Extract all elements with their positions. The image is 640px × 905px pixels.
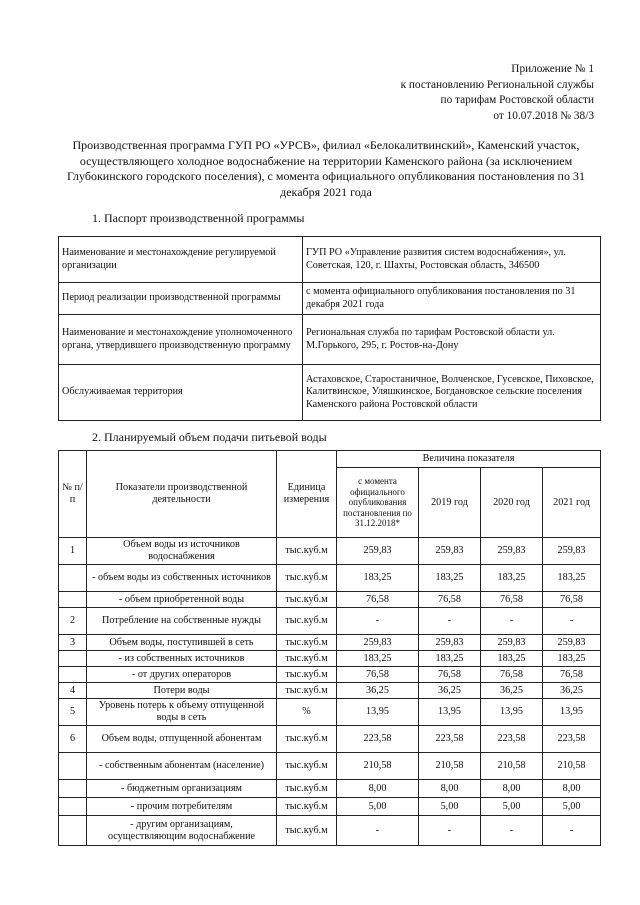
row-value-2019: - <box>419 608 481 635</box>
table-row <box>59 780 601 798</box>
row-value-period: 210,58 <box>337 753 419 780</box>
row-unit: тыс.куб.м <box>277 651 337 667</box>
table-row <box>59 538 601 565</box>
row-num: 5 <box>59 699 87 726</box>
table-row <box>59 816 601 846</box>
row-indicator: Объем воды из источников водоснабжения <box>87 538 277 565</box>
row-num <box>59 651 87 667</box>
table-row <box>59 699 601 726</box>
row-value-2020: - <box>481 816 543 846</box>
water-volume-table <box>58 450 601 846</box>
row-unit: тыс.куб.м <box>277 816 337 846</box>
row-value-2020: 76,58 <box>481 592 543 608</box>
row-value-2019: 223,58 <box>419 726 481 753</box>
section-heading-passport: 1. Паспорт производственной программы <box>92 211 305 225</box>
row-value-period: 183,25 <box>337 651 419 667</box>
row-num: 2 <box>59 608 87 635</box>
row-value-period: 259,83 <box>337 538 419 565</box>
row-value-2021: 223,58 <box>543 726 601 753</box>
appendix-line: к постановлению Региональной службы <box>400 78 594 91</box>
row-value-2020: 259,83 <box>481 538 543 565</box>
row-value-2019: 210,58 <box>419 753 481 780</box>
table-row <box>59 683 601 699</box>
row-value-2019: 183,25 <box>419 565 481 592</box>
row-num <box>59 780 87 798</box>
row-value-2021: - <box>543 608 601 635</box>
row-indicator: - бюджетным организациям <box>87 780 277 798</box>
row-indicator: Потери воды <box>87 683 277 699</box>
row-value-2020: 183,25 <box>481 651 543 667</box>
passport-row <box>59 283 601 315</box>
row-value-2020: - <box>481 608 543 635</box>
row-value-2019: 76,58 <box>419 592 481 608</box>
header-col-2019: 2019 год <box>419 468 481 538</box>
row-value-2020: 259,83 <box>481 635 543 651</box>
table-row <box>59 635 601 651</box>
row-value-2019: 259,83 <box>419 538 481 565</box>
table-row <box>59 726 601 753</box>
row-value-2021: 76,58 <box>543 592 601 608</box>
row-value-2019: 8,00 <box>419 780 481 798</box>
row-value-period: 5,00 <box>337 798 419 816</box>
row-num <box>59 592 87 608</box>
row-value-period: - <box>337 608 419 635</box>
row-value-period: 76,58 <box>337 667 419 683</box>
row-value-2021: 8,00 <box>543 780 601 798</box>
appendix-line: по тарифам Ростовской области <box>440 94 594 106</box>
row-unit: % <box>277 699 337 726</box>
row-num <box>59 565 87 592</box>
row-value-2019: 13,95 <box>419 699 481 726</box>
row-num: 1 <box>59 538 87 565</box>
row-value-2020: 13,95 <box>481 699 543 726</box>
row-unit: тыс.куб.м <box>277 726 337 753</box>
document-title: Производственная программа ГУП РО «УРСВ», филиал «Белокалитвинский», Каменский участок, осуществляющего холодное водоснабжение на территории Каменского района (за исключением Глубокинского городского поселения), с момента официального опубликования постановления по 31 декабря 2021 года <box>67 138 585 199</box>
header-num: № п/п <box>59 451 87 538</box>
appendix-line: от 10.07.2018 № 38/3 <box>493 109 594 122</box>
passport-label: Обслуживаемая территория <box>59 365 303 421</box>
header-value-group: Величина показателя <box>337 451 601 468</box>
header-unit: Единица измерения <box>277 451 337 538</box>
row-unit: тыс.куб.м <box>277 798 337 816</box>
table-row <box>59 798 601 816</box>
row-indicator: - из собственных источников <box>87 651 277 667</box>
passport-label: Наименование и местонахождение регулируемой организации <box>59 237 303 283</box>
row-value-2020: 223,58 <box>481 726 543 753</box>
passport-value: Региональная служба по тарифам Ростовской области ул. М.Горького, 295, г. Ростов-на-Дону <box>303 315 601 365</box>
row-value-2020: 8,00 <box>481 780 543 798</box>
row-indicator: - объем воды из собственных источников <box>87 565 277 592</box>
row-value-2020: 36,25 <box>481 683 543 699</box>
table-row <box>59 608 601 635</box>
row-value-period: 259,83 <box>337 635 419 651</box>
row-value-2019: 76,58 <box>419 667 481 683</box>
table-header-row <box>59 451 601 468</box>
header-col-2021: 2021 год <box>543 468 601 538</box>
row-value-period: - <box>337 816 419 846</box>
row-indicator: Объем воды, отпущенной абонентам <box>87 726 277 753</box>
row-indicator: - прочим потребителям <box>87 798 277 816</box>
table-row <box>59 592 601 608</box>
header-indicator: Показатели производственной деятельности <box>87 451 277 538</box>
passport-value: с момента официального опубликования постановления по 31 декабря 2021 года <box>303 283 601 315</box>
header-col-period: с момента официального опубликования постановления по 31.12.2018* <box>337 468 419 538</box>
header-col-2020: 2020 год <box>481 468 543 538</box>
row-value-2021: 183,25 <box>543 565 601 592</box>
row-value-2021: 13,95 <box>543 699 601 726</box>
table-row <box>59 565 601 592</box>
row-num <box>59 798 87 816</box>
row-value-2019: 5,00 <box>419 798 481 816</box>
row-indicator: - собственным абонентам (население) <box>87 753 277 780</box>
row-value-2020: 5,00 <box>481 798 543 816</box>
row-value-2019: 259,83 <box>419 635 481 651</box>
row-value-2021: 76,58 <box>543 667 601 683</box>
row-value-2020: 183,25 <box>481 565 543 592</box>
passport-label: Период реализации производственной программы <box>59 283 303 315</box>
passport-row <box>59 315 601 365</box>
row-value-2020: 210,58 <box>481 753 543 780</box>
row-unit: тыс.куб.м <box>277 780 337 798</box>
row-unit: тыс.куб.м <box>277 565 337 592</box>
row-num <box>59 667 87 683</box>
row-unit: тыс.куб.м <box>277 608 337 635</box>
row-unit: тыс.куб.м <box>277 592 337 608</box>
table-row <box>59 753 601 780</box>
row-value-period: 13,95 <box>337 699 419 726</box>
row-indicator: Объем воды, поступившей в сеть <box>87 635 277 651</box>
row-indicator: - от других операторов <box>87 667 277 683</box>
row-indicator: - объем приобретенной воды <box>87 592 277 608</box>
row-num: 6 <box>59 726 87 753</box>
row-unit: тыс.куб.м <box>277 753 337 780</box>
row-indicator: Уровень потерь к объему отпущенной воды в сеть <box>87 699 277 726</box>
table-row <box>59 651 601 667</box>
passport-label: Наименование и местонахождение уполномоченного органа, утвердившего производственную программу <box>59 315 303 365</box>
row-num <box>59 753 87 780</box>
row-unit: тыс.куб.м <box>277 683 337 699</box>
row-value-period: 36,25 <box>337 683 419 699</box>
row-num: 4 <box>59 683 87 699</box>
row-value-period: 76,58 <box>337 592 419 608</box>
row-num: 3 <box>59 635 87 651</box>
section-heading-volume: 2. Планируемый объем подачи питьевой воды <box>92 430 327 444</box>
row-value-2021: 183,25 <box>543 651 601 667</box>
row-value-2021: 259,83 <box>543 538 601 565</box>
row-value-2019: 36,25 <box>419 683 481 699</box>
row-value-2019: 183,25 <box>419 651 481 667</box>
passport-row <box>59 237 601 283</box>
row-value-2021: 259,83 <box>543 635 601 651</box>
passport-value: ГУП РО «Управление развития систем водоснабжения», ул. Советская, 120, г. Шахты, Ростовская область, 346500 <box>303 237 601 283</box>
row-indicator: - другим организациям, осуществляющим водоснабжение <box>87 816 277 846</box>
row-indicator: Потребление на собственные нужды <box>87 608 277 635</box>
appendix-line: Приложение № 1 <box>511 63 594 75</box>
row-value-2021: 210,58 <box>543 753 601 780</box>
row-unit: тыс.куб.м <box>277 667 337 683</box>
row-value-2020: 76,58 <box>481 667 543 683</box>
table-row <box>59 667 601 683</box>
passport-table <box>58 236 601 421</box>
appendix-block <box>401 62 594 124</box>
row-value-2019: - <box>419 816 481 846</box>
passport-value: Астаховское, Старостаничное, Волченское, Гусевское, Пиховское, Калитвинское, Уляшкинское, Богдановское сельские поселения Каменского района Ростовской области <box>303 365 601 421</box>
row-unit: тыс.куб.м <box>277 635 337 651</box>
row-value-2021: 5,00 <box>543 798 601 816</box>
row-value-2021: 36,25 <box>543 683 601 699</box>
row-unit: тыс.куб.м <box>277 538 337 565</box>
passport-row <box>59 365 601 421</box>
row-value-period: 223,58 <box>337 726 419 753</box>
row-num <box>59 816 87 846</box>
row-value-period: 183,25 <box>337 565 419 592</box>
row-value-2021: - <box>543 816 601 846</box>
row-value-period: 8,00 <box>337 780 419 798</box>
